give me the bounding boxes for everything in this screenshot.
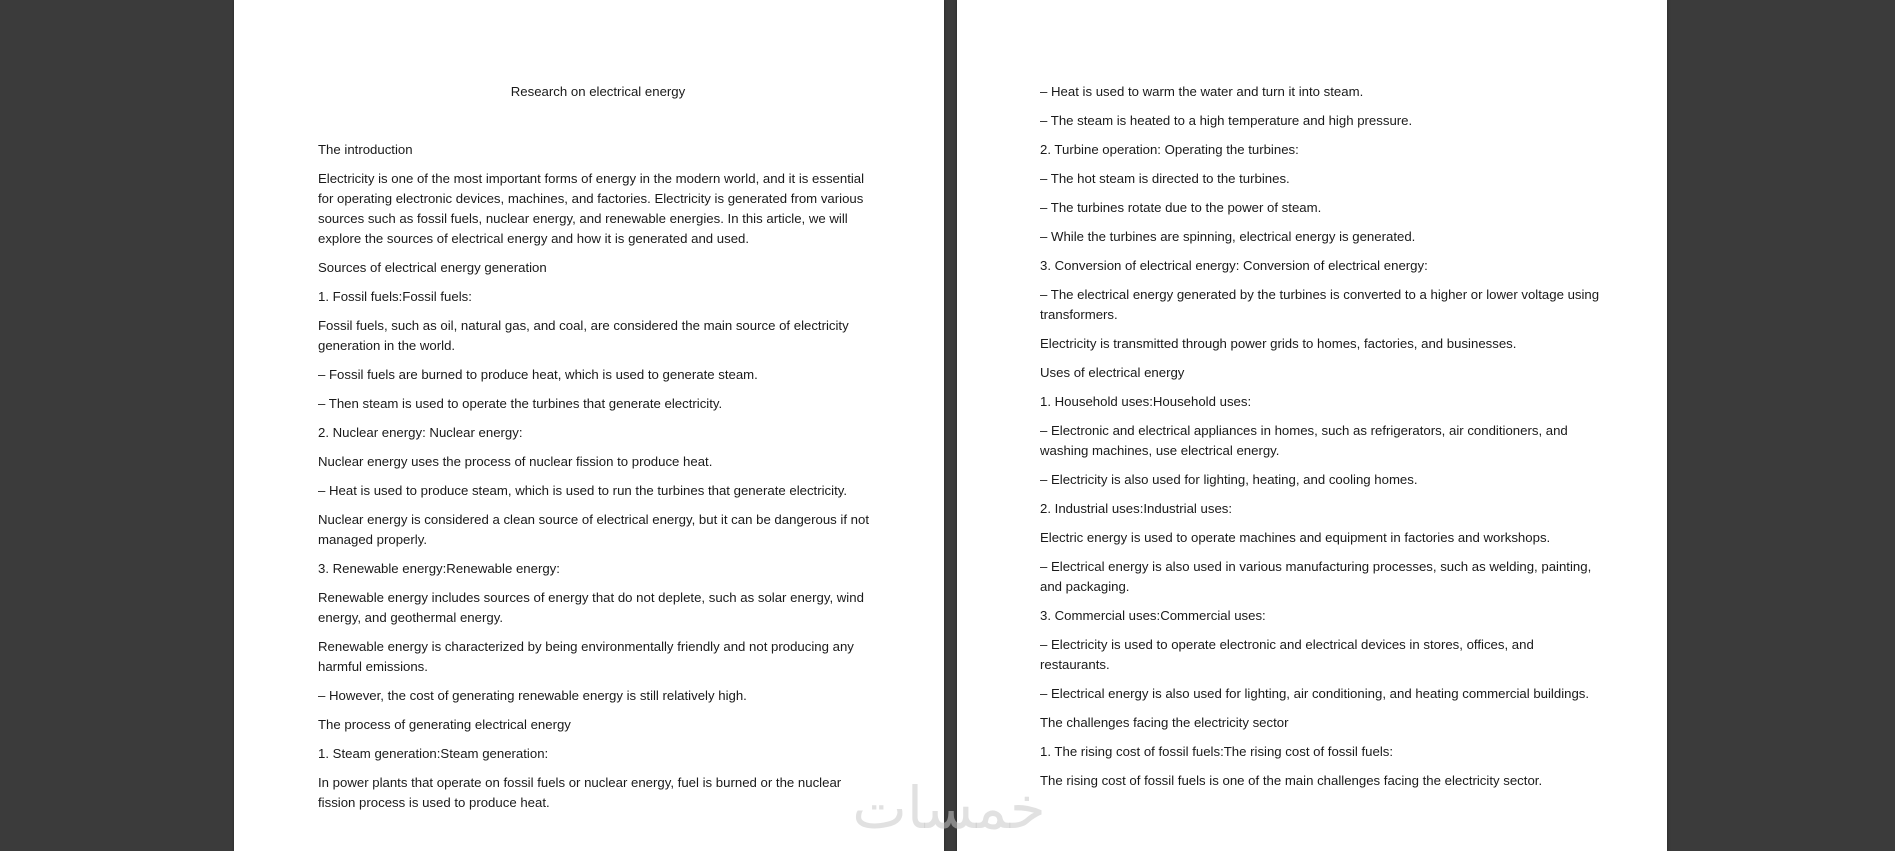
list-heading: 1. Household uses:Household uses:: [1040, 394, 1252, 409]
paragraph: The rising cost of fossil fuels is one of the main challenges facing the electricity sector.: [1040, 773, 1543, 788]
bullet-item: – Electricity is used to operate electronic and electrical devices in stores, offices, and restaurants.: [1040, 637, 1534, 672]
list-heading: 2. Industrial uses:Industrial uses:: [1040, 501, 1233, 516]
page-right-content: [1040, 82, 1600, 800]
paragraph: Renewable energy includes sources of energy that do not deplete, such as solar energy, wind energy, and geothermal energy.: [318, 590, 864, 625]
paragraph: Electricity is transmitted through power grids to homes, factories, and businesses.: [1040, 336, 1517, 351]
bullet-item: – Electronic and electrical appliances in homes, such as refrigerators, air conditioners, and washing machines, use electrical energy.: [1040, 423, 1568, 458]
bullet-item: – Electrical energy is also used for lighting, air conditioning, and heating commercial buildings.: [1040, 686, 1590, 701]
page-left-content: [318, 82, 878, 822]
list-heading: 2. Turbine operation: Operating the turbines:: [1040, 142, 1299, 157]
list-heading: 2. Nuclear energy: Nuclear energy:: [318, 425, 523, 440]
bullet-item: – The electrical energy generated by the turbines is converted to a higher or lower voltage using transformers.: [1040, 287, 1600, 322]
paragraph: Electricity is one of the most important forms of energy in the modern world, and it is essential for operating electronic devices, machines, and factories. Electricity is generated from various sources such as fossil fuels, nuclear energy, and renewable energies. In this article, we will explore the sources of electrical energy and how it is generated and used.: [318, 171, 865, 246]
bullet-item: – While the turbines are spinning, electrical energy is generated.: [1040, 229, 1416, 244]
paragraph: Renewable energy is characterized by being environmentally friendly and not producing any harmful emissions.: [318, 639, 854, 674]
bullet-item: – The turbines rotate due to the power of steam.: [1040, 200, 1322, 215]
list-heading: 1. Steam generation:Steam generation:: [318, 746, 549, 761]
section-heading-challenges: The challenges facing the electricity sector: [1040, 715, 1289, 730]
list-heading: 3. Renewable energy:Renewable energy:: [318, 561, 560, 576]
bullet-item: – However, the cost of generating renewable energy is still relatively high.: [318, 688, 747, 703]
list-heading: 1. The rising cost of fossil fuels:The rising cost of fossil fuels:: [1040, 744, 1394, 759]
document-title: Research on electrical energy: [510, 84, 686, 99]
section-heading-process: The process of generating electrical energy: [318, 717, 571, 732]
bullet-item: – Fossil fuels are burned to produce heat, which is used to generate steam.: [318, 367, 758, 382]
bullet-item: – Then steam is used to operate the turbines that generate electricity.: [318, 396, 723, 411]
bullet-item: – Heat is used to warm the water and turn it into steam.: [1040, 84, 1364, 99]
paragraph: In power plants that operate on fossil fuels or nuclear energy, fuel is burned or the nuclear fission process is used to produce heat.: [318, 775, 842, 810]
document-page-right[interactable]: [957, 0, 1667, 851]
paragraph: Fossil fuels, such as oil, natural gas, and coal, are considered the main source of electricity generation in the world.: [318, 318, 849, 353]
bullet-item: – The hot steam is directed to the turbines.: [1040, 171, 1290, 186]
list-heading: 3. Commercial uses:Commercial uses:: [1040, 608, 1266, 623]
paragraph: Nuclear energy is considered a clean source of electrical energy, but it can be dangerous if not managed properly.: [318, 512, 870, 547]
bullet-item: – The steam is heated to a high temperature and high pressure.: [1040, 113, 1413, 128]
list-heading: 1. Fossil fuels:Fossil fuels:: [318, 289, 472, 304]
paragraph: Nuclear energy uses the process of nuclear fission to produce heat.: [318, 454, 713, 469]
watermark-logo: خمسات: [852, 774, 1046, 842]
list-heading: 3. Conversion of electrical energy: Conversion of electrical energy:: [1040, 258, 1428, 273]
document-page-left[interactable]: [234, 0, 944, 851]
section-heading-introduction: The introduction: [318, 142, 413, 157]
section-heading-uses: Uses of electrical energy: [1040, 365, 1185, 380]
bullet-item: – Electricity is also used for lighting, heating, and cooling homes.: [1040, 472, 1418, 487]
bullet-item: – Heat is used to produce steam, which is used to run the turbines that generate electricity.: [318, 483, 848, 498]
paragraph: Electric energy is used to operate machines and equipment in factories and workshops.: [1040, 530, 1551, 545]
section-heading-sources: Sources of electrical energy generation: [318, 260, 547, 275]
bullet-item: – Electrical energy is also used in various manufacturing processes, such as welding, painting, and packaging.: [1040, 559, 1592, 594]
